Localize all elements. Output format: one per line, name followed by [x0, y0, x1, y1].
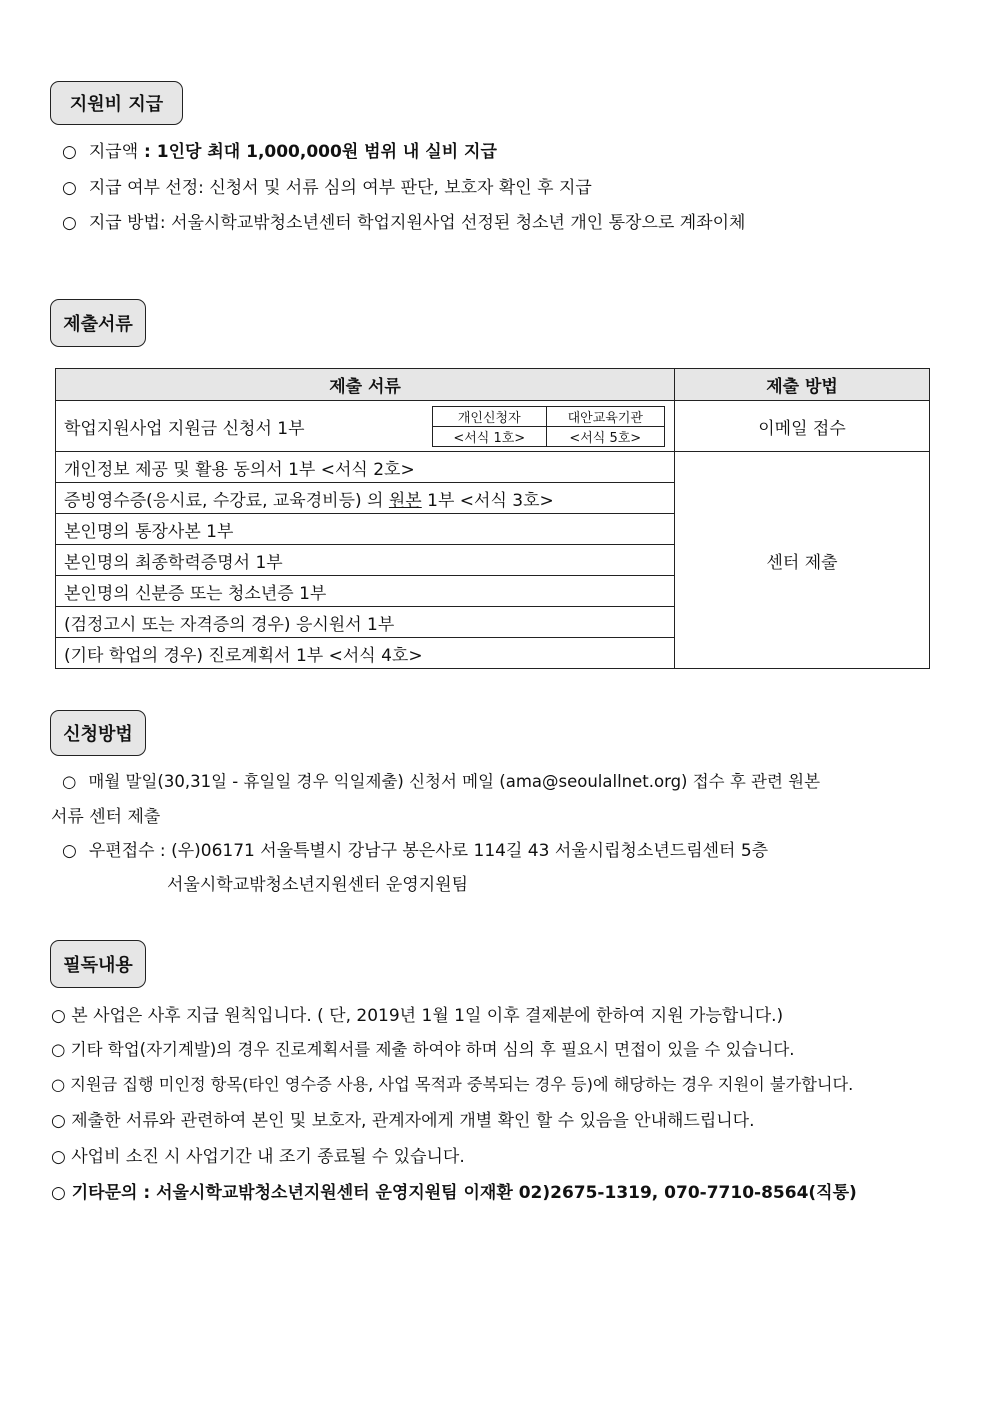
individual-applicant-label: 개인신청자 [433, 407, 547, 427]
col-header-method: 제출 방법 [675, 369, 930, 401]
table-row: 본인명의 통장사본 1부 [56, 514, 675, 545]
postal-text: 우편접수 : (우)06171 서울특별시 강남구 봉은사로 114길 43 서울시립청소년드림센터 5층 [88, 841, 769, 861]
bullet: ○ [62, 841, 77, 861]
method-email: 이메일 접수 [675, 401, 930, 452]
form-number-table [432, 406, 665, 447]
application-form-text: 학업지원사업 지원금 신청서 1부 [64, 418, 305, 439]
section-title-payment: 지원비 지급 [50, 81, 183, 125]
bullet: ○ [62, 178, 77, 198]
payment-selection-line [62, 173, 592, 198]
receipt-original-underlined: 원본 [388, 490, 422, 511]
postal-line [62, 836, 768, 861]
section-title-notice: 필독내용 [50, 940, 146, 988]
table-row: 본인명의 신분증 또는 청소년증 1부 [56, 576, 675, 607]
monthly-line [62, 768, 820, 792]
payment-amount-label: 지급액 [88, 142, 139, 162]
notice-item: ○ 제출한 서류와 관련하여 본인 및 보호자, 관계자에게 개별 확인 할 수 있음을 안내해드립니다. [51, 1111, 755, 1131]
section-title-application: 신청방법 [50, 710, 146, 756]
table-row: (검정고시 또는 자격증의 경우) 응시원서 1부 [56, 607, 675, 638]
bullet: ○ [62, 213, 77, 233]
contact-line: ○ 기타문의 : 서울시학교밖청소년지원센터 운영지원팀 이재환 02)2675-1319, 070-7710-8564(직통) [51, 1183, 857, 1203]
alt-institution-label: 대안교육기관 [546, 407, 664, 427]
bullet: ○ [62, 142, 77, 162]
form-1-label: <서식 1호> [433, 427, 547, 447]
table-row: 개인정보 제공 및 활용 동의서 1부 <서식 2호> [56, 452, 675, 483]
table-row: 본인명의 최종학력증명서 1부 [56, 545, 675, 576]
payment-method-text: 지급 방법: 서울시학교밖청소년센터 학업지원사업 선정된 청소년 개인 통장으로 계좌이체 [88, 213, 746, 233]
payment-method-line [62, 208, 745, 233]
receipt-text-b: 1부 <서식 3호> [421, 490, 554, 511]
table-row [56, 483, 675, 514]
notice-item: ○ 사업비 소진 시 사업기간 내 조기 종료될 수 있습니다. [51, 1147, 465, 1167]
form-5-label: <서식 5호> [546, 427, 664, 447]
notice-item: ○ 지원금 집행 미인정 항목(타인 영수증 사용, 사업 목적과 중복되는 경우 등)에 해당하는 경우 지원이 불가합니다. [51, 1075, 854, 1094]
monthly-text: 매월 말일(30,31일 - 휴일일 경우 익일제출) 신청서 메일 (ama@seoulallnet.org) 접수 후 관련 원본 [88, 772, 821, 791]
section-title-documents: 제출서류 [50, 299, 146, 347]
documents-table [55, 368, 930, 669]
payment-selection-text: 지급 여부 선정: 신청서 및 서류 심의 여부 판단, 보호자 확인 후 지급 [88, 178, 592, 198]
postal-line-cont: 서울시학교밖청소년지원센터 운영지원팀 [167, 875, 468, 895]
table-row-application [56, 401, 675, 452]
monthly-line-cont: 서류 센터 제출 [51, 807, 161, 827]
payment-amount-line [62, 137, 497, 162]
bullet: ○ [62, 772, 77, 791]
notice-item: ○ 기타 학업(자기계발)의 경우 진로계획서를 제출 하여야 하며 심의 후 필요시 면접이 있을 수 있습니다. [51, 1040, 795, 1059]
table-row: (기타 학업의 경우) 진로계획서 1부 <서식 4호> [56, 638, 675, 669]
method-center: 센터 제출 [675, 452, 930, 669]
col-header-documents: 제출 서류 [56, 369, 675, 401]
payment-amount-value: : 1인당 최대 1,000,000원 범위 내 실비 지급 [138, 142, 497, 162]
notice-item: ○ 본 사업은 사후 지급 원칙입니다. ( 단, 2019년 1월 1일 이후 결제분에 한하여 지원 가능합니다.) [51, 1006, 784, 1026]
receipt-text-a: 증빙영수증(응시료, 수강료, 교육경비등) 의 [64, 490, 389, 511]
